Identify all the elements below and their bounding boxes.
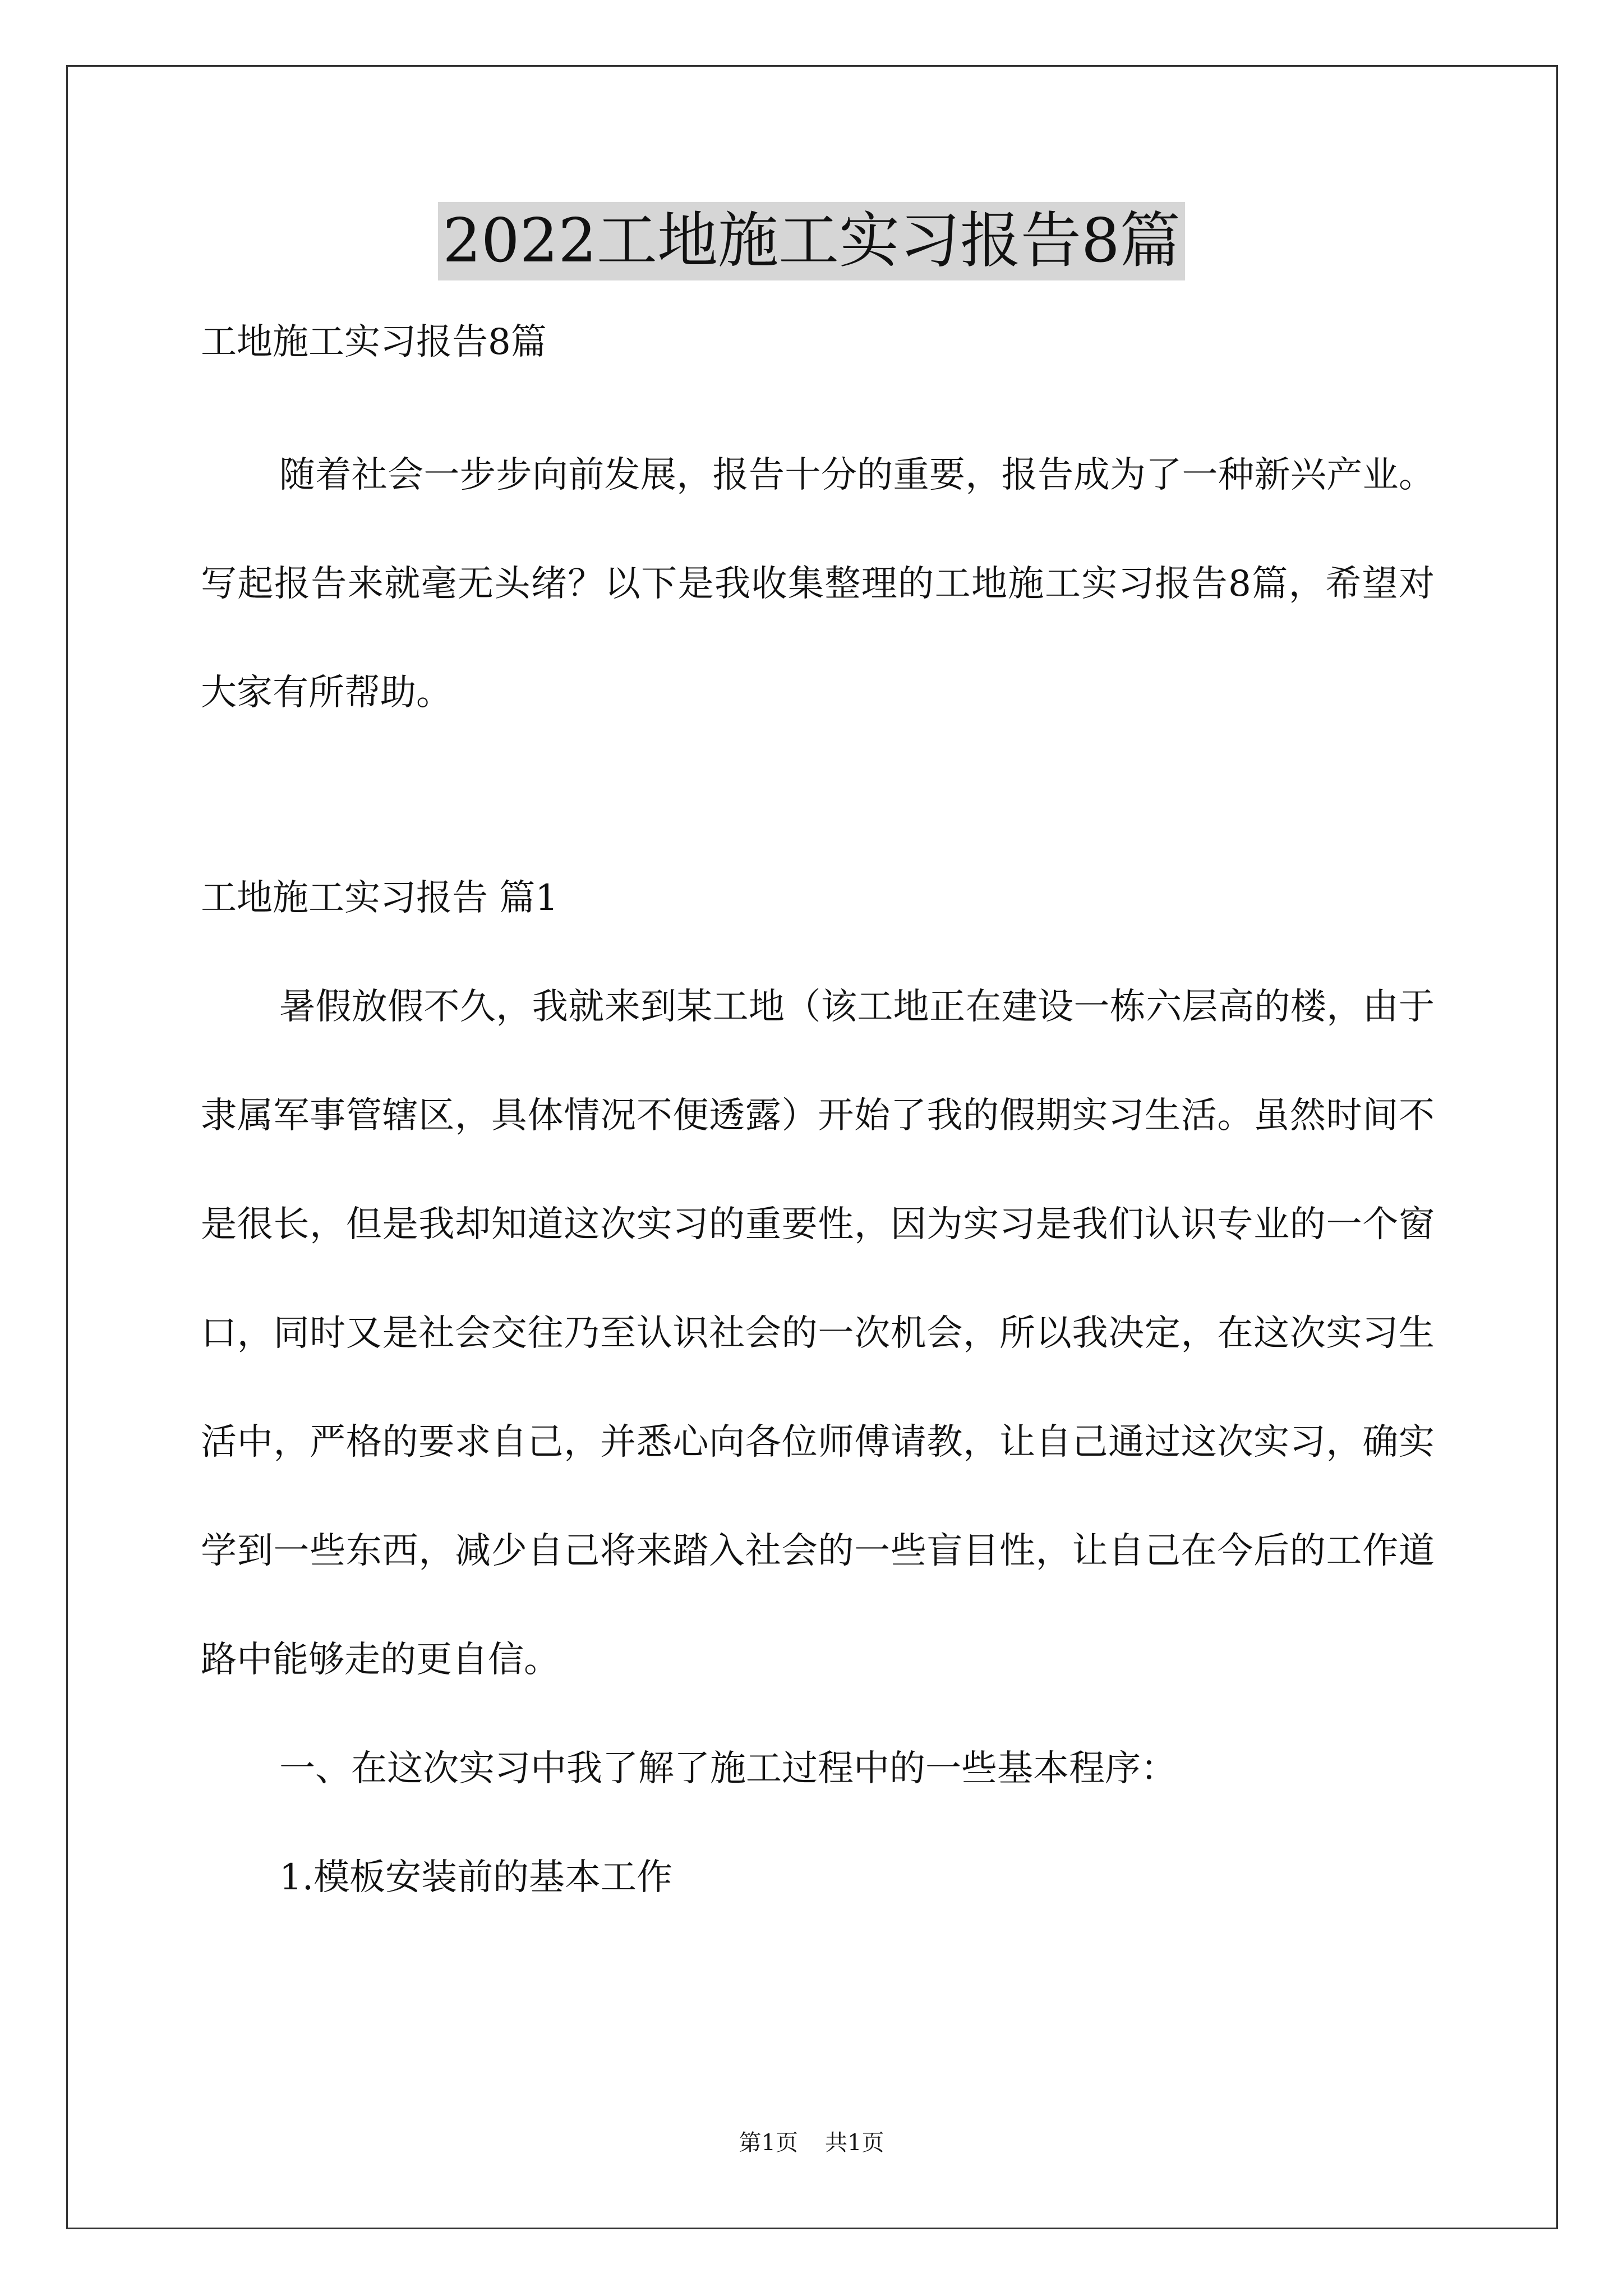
title-container <box>0 202 1623 280</box>
document-subtitle: 工地施工实习报告8篇 <box>201 321 547 363</box>
document-title: 2022工地施工实习报告8篇 <box>438 202 1185 280</box>
page-footer <box>0 2126 1623 2160</box>
body-paragraph-procedures: 一、在这次实习中我了解了施工过程中的一些基本程序： <box>279 1748 1177 1789</box>
intro-paragraph: 随着社会一步步向前发展，报告十分的重要，报告成为了一种新兴产业。写起报告来就毫无头绪？以下是我收集整理的工地施工实习报告8篇，希望对大家有所帮助。 <box>201 454 1435 714</box>
page-number: 第1页 <box>739 2130 798 2156</box>
body-paragraph: 暑假放假不久，我就来到某工地（该工地正在建设一栋六层高的楼，由于隶属军事管辖区，具体情况不便透露）开始了我的假期实习生活。虽然时间不是很长，但是我却知道这次实习的重要性，因为实习是我们认识专业的一个窗口，同时又是社会交往乃至认识社会的一次机会，所以我决定，在这次实习生活中，严格的要求自己，并悉心向各位师傅请教，让自己通过这次实习，确实学到一些东西，减少自己将来踏入社会的一些盲目性，让自己在今后的工作道路中能够走的更自信。 <box>201 986 1435 1681</box>
list-item: 1.模板安装前的基本工作 <box>279 1857 673 1898</box>
document-body <box>201 314 1435 1932</box>
page-total: 共1页 <box>825 2130 884 2156</box>
section-heading: 工地施工实习报告 篇1 <box>201 877 559 919</box>
